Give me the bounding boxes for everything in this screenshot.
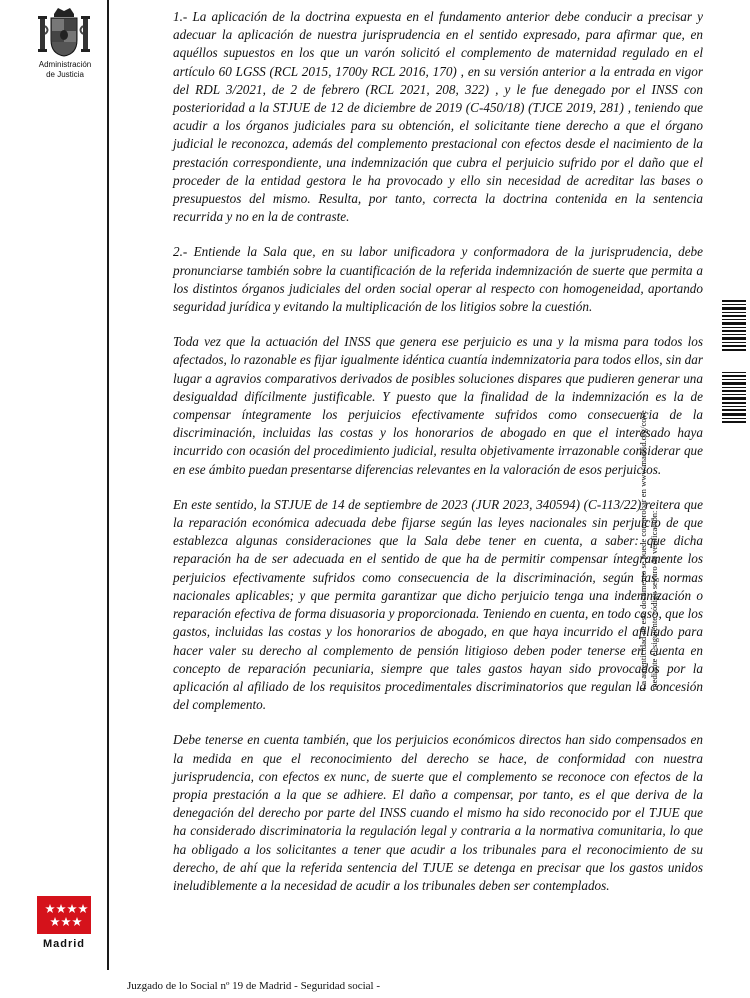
barcode-bottom [722, 372, 746, 424]
sidebar-divider [107, 0, 109, 970]
paragraph: 1.- La aplicación de la doctrina expuesta en el fundamento anterior debe conducir a precisar y adecuar la aplicación de nuestra jurisprudencia en el sentido expresado, para afirmar que, en aquéllos supuestos en los que un varón solicitó el complemento de maternidad regulado en el artículo 60 LGSS (RCL 2015, 1700y RCL 2016, 170) , en su versión anterior a la entrada en vigor del RDL 3/2021, de 2 de febrero (RCL 2021, 208, 322) , y le fue denegado por el INSS con posterioridad a la STJUE de 12 de diciembre de 2019 (C-450/18) (TJCE 2019, 281) , teniendo que acudir a los órganos judiciales para su obtención, el solicitante tiene derecho a que el órgano judicial le reconozca, además del complemento prestacional con efectos desde el nacimiento de la prestación correspondiente, una indemnización que cubra el perjuicio sufrido por el daño que el proceder de la entidad gestora le ha provocado y ello sin necesidad de acreditar las bases o presupuestos del mismo. Resulta, por tanto, correcta la doctrina contenida en la sentencia recurrida y no en la de contraste. [173, 9, 703, 225]
spain-coat-of-arms-icon [36, 4, 92, 58]
paragraph: Toda vez que la actuación del INSS que genera ese perjuicio es una y la misma para todos los afectados, lo razonable es fijar igualmente idéntica cuantía indemnizatoria para todos ellos, sin dar lugar a agravios comparativos derivados de posibles soluciones dispares que pudieren generar una desigualdad difícilmente justificable. Y puesto que la finalidad de la indemnización es la de compensar íntegramente los perjuicios efectivamente sufridos como consecuencia de la discriminación, incluidas las costas y los honorarios de abogado en que el interesado haya incurrido con ocasión del procedimiento judicial, resulta objetivamente irrazonable considerar que en ese ámbito puedan presentarse diferencias relevantes en la valoración de esos perjuicios. [173, 334, 703, 477]
paragraph: En este sentido, la STJUE de 14 de septiembre de 2023 (JUR 2023, 340594) (C-113/22) reitera que la reparación económica adecuada debe fijarse según las leyes nacionales sin perjuicio de que establezca algunas consideraciones que la Sala debe tener en cuenta, a saber: que dicha reparación ha de ser adecuada en el sentido de que ha de permitir compensar íntegramente los perjuicios efectivamente sufridos como consecuencia de la discriminación, según las normas nacionales aplicables; y que permita garantizar que dicho perjuicio tenga una indemnización o reparación efectiva de forma disuasoria y proporcionada. Teniendo en cuenta, en todo caso, que los gastos, incluidas las costas y los honorarios de abogado, en que haya incurrido el afiliado para hacer valer su derecho al complemento de pensión litigioso deben poder tenerse en cuenta en concepto de reparación pecuniaria, siempre que tales gastos hayan sido provocados por la aplicación al afiliado de los requisitos procedimentales discriminatorios que regulan la concesión del complemento. [173, 496, 703, 713]
barcode-top [722, 300, 746, 352]
page-footer: Juzgado de lo Social nº 19 de Madrid - Seguridad social - [127, 980, 380, 992]
verification-note-line2: mediante el siguiente código seguro de verificación: [649, 510, 659, 690]
madrid-label: Madrid [42, 938, 86, 950]
paragraph: Debe tenerse en cuenta también, que los perjuicios económicos directos han sido compensados en la medida en que el reconocimiento del derecho se hace, de conformidad con nuestra jurisprudencia, con efectos ex nunc, de suerte que el complemento se reconoce con efectos de la propia prestación a la que se adhiere. El daño a compensar, por tanto, es el que deriva de la denegación del derecho por parte del INSS cuando el mismo ha sido reconocido por el TJUE que ha considerado discriminatoria la regulación legal y contraria a la normativa comunitaria, lo que ha obligado a los solicitantes a tener que acudir a los tribunales para el reconocimiento de su derecho, de ahí que la referida sentencia del TJUE se detenga en precisar que los gastos unidos ineludiblemente a la necesidad de acudir a los tribunales deben ser contemplados. [173, 732, 703, 893]
verification-note-line1: La autenticidad de este documento se puede comprobar en www.madrid.org/cove [638, 410, 648, 690]
madrid-flag-icon [37, 896, 91, 934]
verification-note [638, 370, 668, 690]
document-body [173, 8, 703, 912]
paragraph: 2.- Entiende la Sala que, en su labor unificadora y conformadora de la jurisprudencia, debe pronunciarse también sobre la cuantificación de la referida indemnización de suerte que permita a los distintos órganos judiciales del orden social operar al respecto con homogeneidad, aportando seguridad jurídica y evitando la multiplicación de los litigios sobre la cuestión. [173, 244, 703, 315]
institution-label [20, 60, 110, 80]
institution-label-line2: de Justicia [46, 70, 84, 79]
institution-label-line1: Administración [38, 60, 92, 69]
